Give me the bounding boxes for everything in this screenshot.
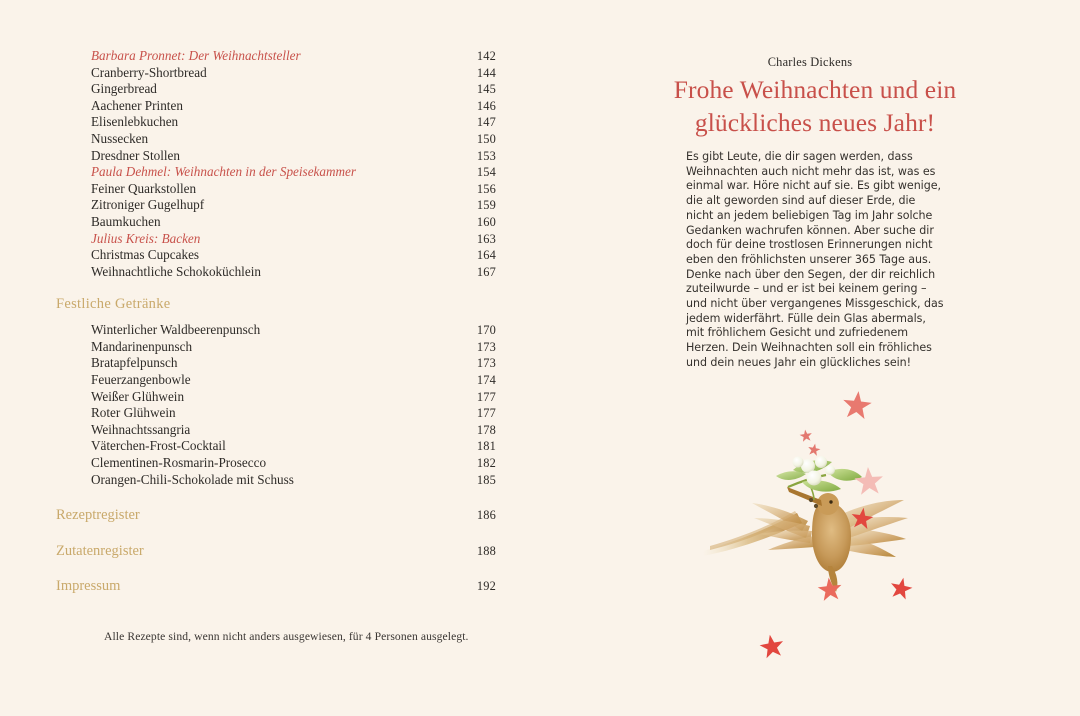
toc-recipe-entry[interactable] [56, 372, 496, 389]
toc-entry-page-number: 150 [476, 131, 496, 146]
toc-recipe-entry[interactable] [56, 81, 496, 98]
bird-head [817, 493, 839, 515]
star-cluster [758, 390, 914, 659]
toc-entry-title: Mandarinenpunsch [91, 338, 193, 354]
toc-entry-title: Aachener Printen [91, 97, 183, 113]
bird-beak [787, 487, 822, 506]
toc-entry-title: Weißer Glühwein [91, 388, 185, 404]
toc-recipe-entry[interactable] [56, 214, 496, 231]
toc-entry-title: Paula Dehmel: Weihnachten in der Speisekammer [91, 164, 357, 180]
toc-recipe-entry[interactable] [56, 472, 496, 489]
toc-story-entry[interactable] [56, 48, 496, 65]
star-icon [854, 466, 884, 495]
toc-entry-title: Orangen-Chili-Schokolade mit Schuss [91, 471, 294, 487]
toc-entry-title: Weihnachtssangria [91, 421, 191, 437]
toc-recipe-entry[interactable] [56, 438, 496, 455]
toc-recipe-entry[interactable] [56, 247, 496, 264]
toc-groups [56, 48, 496, 488]
toc-entry-page-number: 164 [476, 248, 496, 263]
toc-entry-title: Nussecken [91, 130, 149, 146]
toc-entry-page-number: 177 [476, 389, 496, 404]
toc-recipe-entry[interactable] [56, 422, 496, 439]
toc-backmatter-entry[interactable] [56, 543, 496, 560]
toc-recipe-entry[interactable] [56, 455, 496, 472]
dickens-quote-body: Es gibt Leute, die dir sagen werden, dass Weihnachten auch nicht mehr das ist, was es einmal war. Höre nicht auf sie. Es gibt wenige, die alt geworden sind auf dieser Erde, die nicht an jedem beliebigen Tag im Jahr solche Gedanken wachrufen können. Aber suche dir doch für deine trostlosen Erinnerungen nicht eben den fröhlichsten unserer 365 Tage aus. Denke nach über den Segen, der dir reichlich zuteilwurde – und er ist bei keinem gering – und nicht über vergangenes Missgeschick, das jedem widerfährt. Fülle dein Glas abermals, mit fröhlichem Gesicht und zufriedenem Herzen. Dein Weihnachten soll ein fröhliches und dein neues Jahr ein glückliches sein! [686, 150, 944, 369]
toc-story-entry[interactable] [56, 164, 496, 181]
toc-recipe-entry[interactable] [56, 98, 496, 115]
toc-entry-title: Christmas Cupcakes [91, 247, 200, 263]
toc-entry-title: Cranberry-Shortbread [91, 64, 207, 80]
toc-entry-title: Baumkuchen [91, 213, 161, 229]
toc-recipe-entry[interactable] [56, 322, 496, 339]
bird-left-wing [752, 503, 814, 550]
toc-entry-title: Väterchen-Frost-Cocktail [91, 438, 226, 454]
toc-recipe-entry[interactable] [56, 65, 496, 82]
bird-right-wing [840, 500, 908, 557]
toc-entry-title: Bratapfelpunsch [91, 355, 178, 371]
toc-recipe-entry[interactable] [56, 148, 496, 165]
toc-recipe-entry[interactable] [56, 114, 496, 131]
toc-entry-page-number: 178 [476, 422, 496, 437]
toc-entry-page-number: 163 [476, 231, 496, 246]
mistletoe-sprig [776, 456, 862, 508]
star-icon [817, 576, 843, 601]
toc-entry-page-number: 188 [476, 543, 496, 558]
toc-entry-title: Impressum [56, 578, 121, 595]
toc-entry-page-number: 173 [476, 339, 496, 354]
toc-entry-page-number: 173 [476, 356, 496, 371]
toc-entry-title: Julius Kreis: Backen [91, 230, 201, 246]
star-icon [850, 506, 875, 530]
bird-body [812, 502, 851, 572]
toc-recipe-entry[interactable] [56, 264, 496, 281]
toc-entry-title: Rezeptregister [56, 507, 140, 524]
toc-entry-page-number: 153 [476, 148, 496, 163]
toc-entry-title: Zitroniger Gugelhupf [91, 197, 205, 213]
toc-entry-page-number: 181 [476, 439, 496, 454]
star-icon [888, 575, 914, 600]
toc-entry-page-number: 192 [476, 579, 496, 594]
bird-illustration [703, 487, 908, 592]
toc-recipe-entry[interactable] [56, 339, 496, 356]
star-icon [807, 443, 821, 457]
toc-entry-page-number: 147 [476, 115, 496, 130]
toc-entry-title: Winterlicher Waldbeerenpunsch [91, 322, 261, 338]
serving-size-footnote: Alle Rezepte sind, wenn nicht anders ausgewiesen, für 4 Personen ausgelegt. [104, 630, 469, 643]
star-icon [758, 633, 785, 659]
toc-recipe-entry[interactable] [56, 181, 496, 198]
toc-entry-title: Feuerzangenbowle [91, 372, 191, 388]
toc-entry-page-number: 160 [476, 214, 496, 229]
toc-list [56, 48, 496, 595]
toc-story-entry[interactable] [56, 231, 496, 248]
star-icon [842, 390, 873, 420]
toc-entry-title: Dresdner Stollen [91, 147, 180, 163]
toc-group [56, 48, 496, 280]
toc-entry-page-number: 170 [476, 323, 496, 338]
toc-section-heading: Festliche Getränke [56, 296, 171, 313]
author-name: Charles Dickens [767, 55, 853, 69]
toc-entry-page-number: 186 [476, 508, 496, 523]
toc-backmatter-entry[interactable] [56, 507, 496, 524]
toc-entry-title: Clementinen-Rosmarin-Prosecco [91, 455, 267, 470]
toc-entry-title: Zutatenregister [56, 542, 144, 559]
toc-entry-title: Feiner Quarkstollen [91, 180, 197, 196]
toc-entry-page-number: 177 [476, 406, 496, 421]
toc-entry-title: Elisenlebkuchen [91, 114, 179, 130]
toc-recipe-entry[interactable] [56, 197, 496, 214]
toc-entry-page-number: 174 [476, 373, 496, 388]
page-title [670, 74, 960, 139]
toc-group [56, 297, 496, 488]
toc-recipe-entry[interactable] [56, 355, 496, 372]
toc-recipe-entry[interactable] [56, 389, 496, 406]
toc-entry-page-number: 154 [476, 165, 496, 180]
toc-entry-title: Weihnachtliche Schokoküchlein [91, 263, 261, 279]
page-title-line-2: glückliches neues Jahr! [694, 107, 936, 137]
toc-entry-page-number: 182 [476, 456, 496, 470]
toc-entry-page-number: 144 [476, 65, 496, 80]
toc-backmatter-entry[interactable] [56, 578, 496, 595]
toc-entry-page-number: 142 [476, 49, 496, 63]
bird-eye [829, 500, 832, 503]
toc-entry-page-number: 167 [476, 264, 496, 279]
toc-entry-title: Roter Glühwein [91, 405, 176, 421]
toc-recipe-entry[interactable] [56, 405, 496, 422]
toc-entry-page-number: 146 [476, 98, 496, 113]
toc-entry-page-number: 159 [476, 198, 496, 213]
toc-recipe-entry[interactable] [56, 131, 496, 148]
toc-entry-title: Gingerbread [91, 81, 157, 97]
star-icon [799, 429, 813, 442]
toc-entry-page-number: 185 [476, 472, 496, 487]
toc-entry-title: Barbara Pronnet: Der Weihnachtsteller [91, 48, 301, 63]
toc-back-matter [56, 507, 496, 595]
right-page-dickens-text [540, 0, 1080, 716]
toc-entry-page-number: 145 [476, 82, 496, 97]
page-title-line-1: Frohe Weihnachten und ein [673, 75, 957, 104]
toc-entry-page-number: 156 [476, 181, 496, 196]
